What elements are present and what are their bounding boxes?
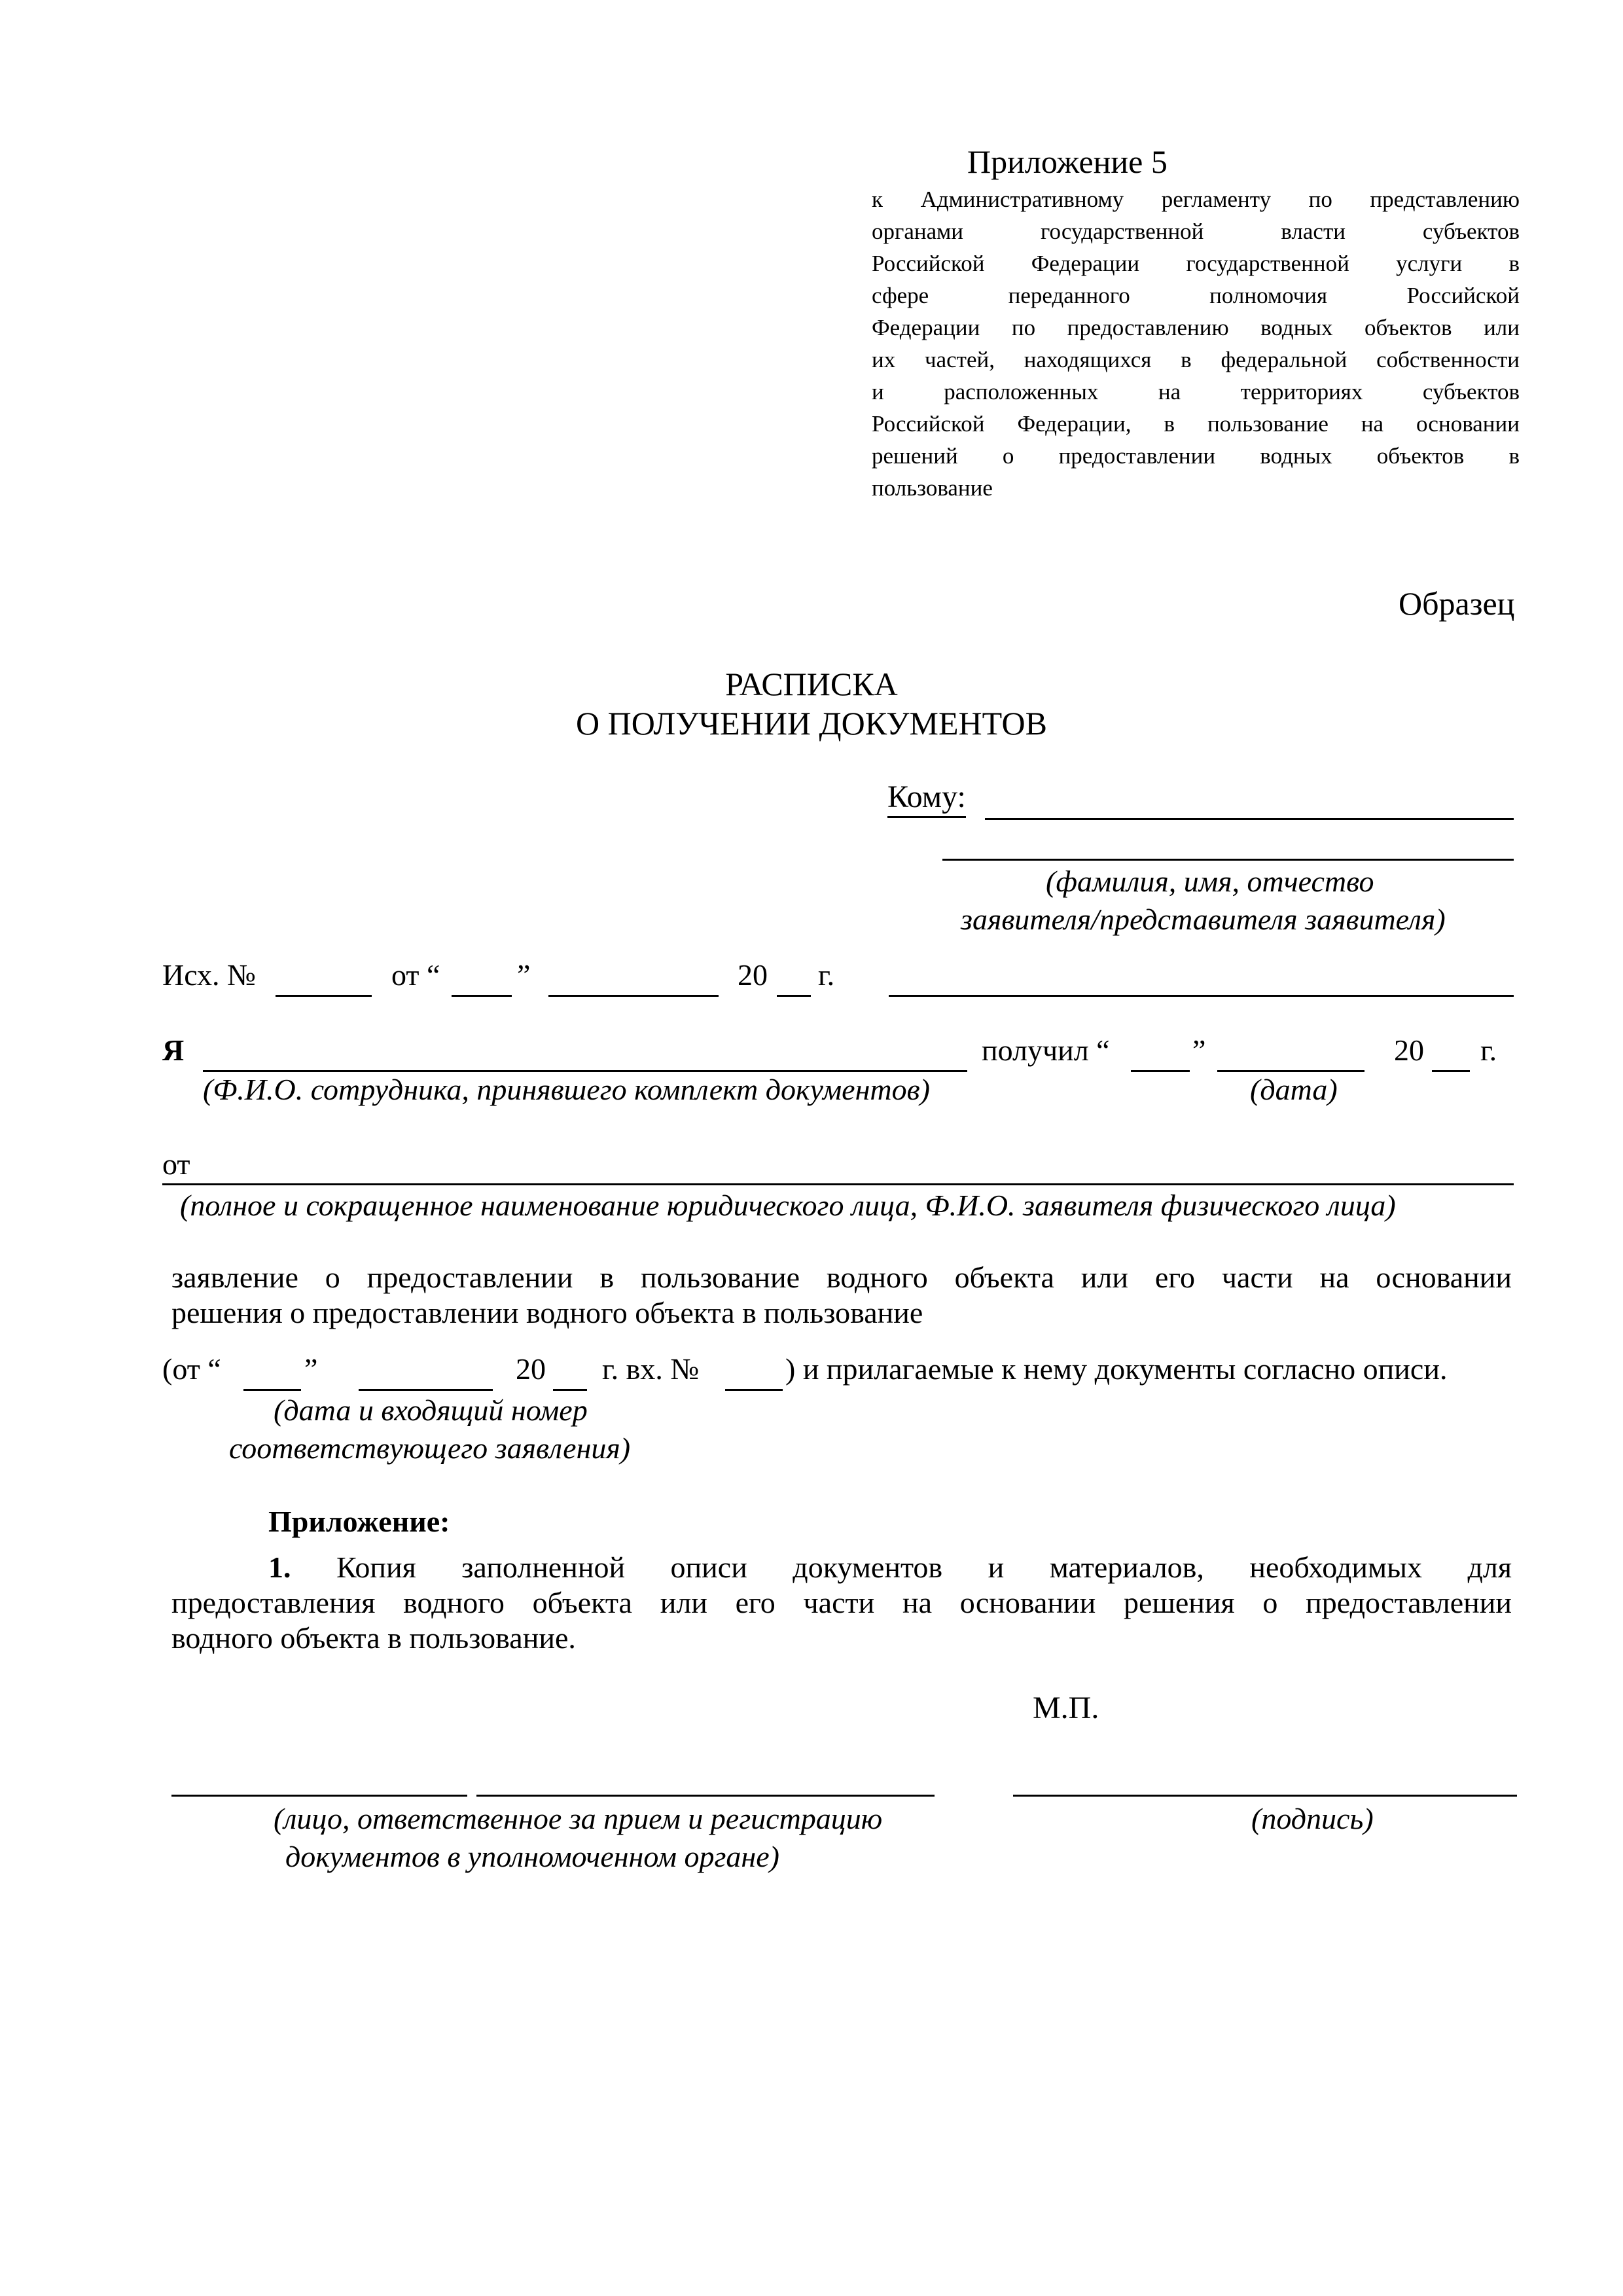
statement-month-field[interactable] bbox=[359, 1389, 493, 1391]
outgoing-extra-field[interactable] bbox=[889, 995, 1514, 997]
attachment-line: предоставления водного объекта или его части на основании решения о предоставлении bbox=[171, 1586, 1512, 1619]
stamp-label: М.П. bbox=[1033, 1691, 1099, 1725]
quote-close: ” bbox=[517, 958, 531, 992]
applicant-caption: (полное и сокращенное наименование юридического лица, Ф.И.О. заявителя физического лица) bbox=[180, 1189, 1396, 1222]
received-label: получил “ bbox=[982, 1033, 1110, 1067]
outgoing-day-field[interactable] bbox=[452, 995, 512, 997]
appendix-title: Приложение 5 bbox=[967, 143, 1168, 180]
received-year-suffix: г. bbox=[1480, 1033, 1497, 1067]
appendix-line: решений о предоставлении водных объектов в bbox=[872, 443, 1520, 469]
attachment-item bbox=[171, 1550, 1512, 1656]
appendix-line: и расположенных на территориях субъектов bbox=[872, 379, 1520, 404]
appendix-line: сфере переданного полномочия Российской bbox=[872, 283, 1520, 308]
signature-field[interactable] bbox=[1013, 1795, 1517, 1797]
statement-paragraph bbox=[171, 1260, 1512, 1331]
appendix-line: Федерации по предоставлению водных объектов или bbox=[872, 315, 1520, 340]
received-date-caption: (дата) bbox=[1250, 1073, 1338, 1106]
recipient-caption: (фамилия, имя, отчество bbox=[1046, 865, 1374, 898]
received-year-label: 20 bbox=[1394, 1033, 1424, 1067]
recipient-name-field[interactable] bbox=[985, 818, 1514, 820]
statement-line: заявление о предоставлении в пользование водного объекта или его части на основании bbox=[171, 1261, 1512, 1294]
outgoing-number-label: Исх. № bbox=[162, 958, 256, 992]
incoming-number-label: г. вх. № bbox=[602, 1352, 700, 1386]
appendix-line: Российской Федерации, в пользование на основании bbox=[872, 411, 1520, 437]
outgoing-year-suffix: г. bbox=[818, 958, 835, 992]
employee-label: Я bbox=[162, 1033, 185, 1067]
applicant-name-field[interactable] bbox=[162, 1183, 1514, 1185]
outgoing-number-field[interactable] bbox=[276, 995, 372, 997]
appendix-description bbox=[872, 183, 1520, 504]
incoming-number-field[interactable] bbox=[725, 1389, 783, 1391]
attachment-item-text: Копия заполненной описи документов и материалов, необходимых для bbox=[336, 1551, 1512, 1584]
quote-close: ” bbox=[1192, 1033, 1206, 1067]
outgoing-month-field[interactable] bbox=[548, 995, 719, 997]
signature-caption: (подпись) bbox=[1251, 1802, 1374, 1835]
applicant-label: от bbox=[162, 1147, 190, 1181]
received-day-field[interactable] bbox=[1131, 1070, 1190, 1072]
recipient-label: Кому: bbox=[887, 779, 966, 818]
attachment-line bbox=[171, 1550, 1512, 1585]
document-subtitle: О ПОЛУЧЕНИИ ДОКУМЕНТОВ bbox=[576, 705, 1047, 742]
attachment-heading: Приложение: bbox=[268, 1505, 450, 1538]
statement-year-field[interactable] bbox=[553, 1389, 587, 1391]
statement-date-caption: (дата и входящий номер bbox=[274, 1393, 588, 1427]
received-year-field[interactable] bbox=[1432, 1070, 1470, 1072]
recipient-caption: заявителя/представителя заявителя) bbox=[961, 903, 1446, 936]
responsible-person-field-2[interactable] bbox=[476, 1795, 935, 1797]
document-title: РАСПИСКА bbox=[725, 666, 898, 702]
responsible-person-field[interactable] bbox=[171, 1795, 467, 1797]
statement-date-tail: ) и прилагаемые к нему документы согласно описи. bbox=[785, 1352, 1448, 1386]
employee-name-caption: (Ф.И.О. сотрудника, принявшего комплект документов) bbox=[203, 1073, 930, 1106]
appendix-line: Российской Федерации государственной услуги в bbox=[872, 251, 1520, 276]
appendix-line: органами государственной власти субъектов bbox=[872, 219, 1520, 244]
outgoing-year-label: 20 bbox=[738, 958, 768, 992]
responsible-caption: (лицо, ответственное за прием и регистрацию bbox=[274, 1802, 883, 1835]
recipient-name-field-2[interactable] bbox=[942, 859, 1514, 861]
sample-label: Образец bbox=[1399, 585, 1515, 622]
attachment-item-number: 1. bbox=[268, 1551, 291, 1584]
responsible-caption: документов в уполномоченном органе) bbox=[285, 1840, 779, 1873]
statement-date-caption: соответствующего заявления) bbox=[229, 1431, 631, 1465]
appendix-line: к Административному регламенту по представлению bbox=[872, 187, 1520, 212]
outgoing-year-field[interactable] bbox=[777, 995, 811, 997]
appendix-line: пользование bbox=[872, 475, 993, 501]
appendix-line: их частей, находящихся в федеральной собственности bbox=[872, 347, 1520, 372]
outgoing-from-label: от “ bbox=[391, 958, 440, 992]
statement-year-label: 20 bbox=[516, 1352, 546, 1386]
statement-line: решения о предоставлении водного объекта в пользование bbox=[171, 1296, 923, 1329]
quote-close: ” bbox=[304, 1352, 318, 1386]
attachment-line: водного объекта в пользование. bbox=[171, 1621, 576, 1655]
statement-day-field[interactable] bbox=[243, 1389, 301, 1391]
statement-date-open: (от “ bbox=[162, 1352, 221, 1386]
